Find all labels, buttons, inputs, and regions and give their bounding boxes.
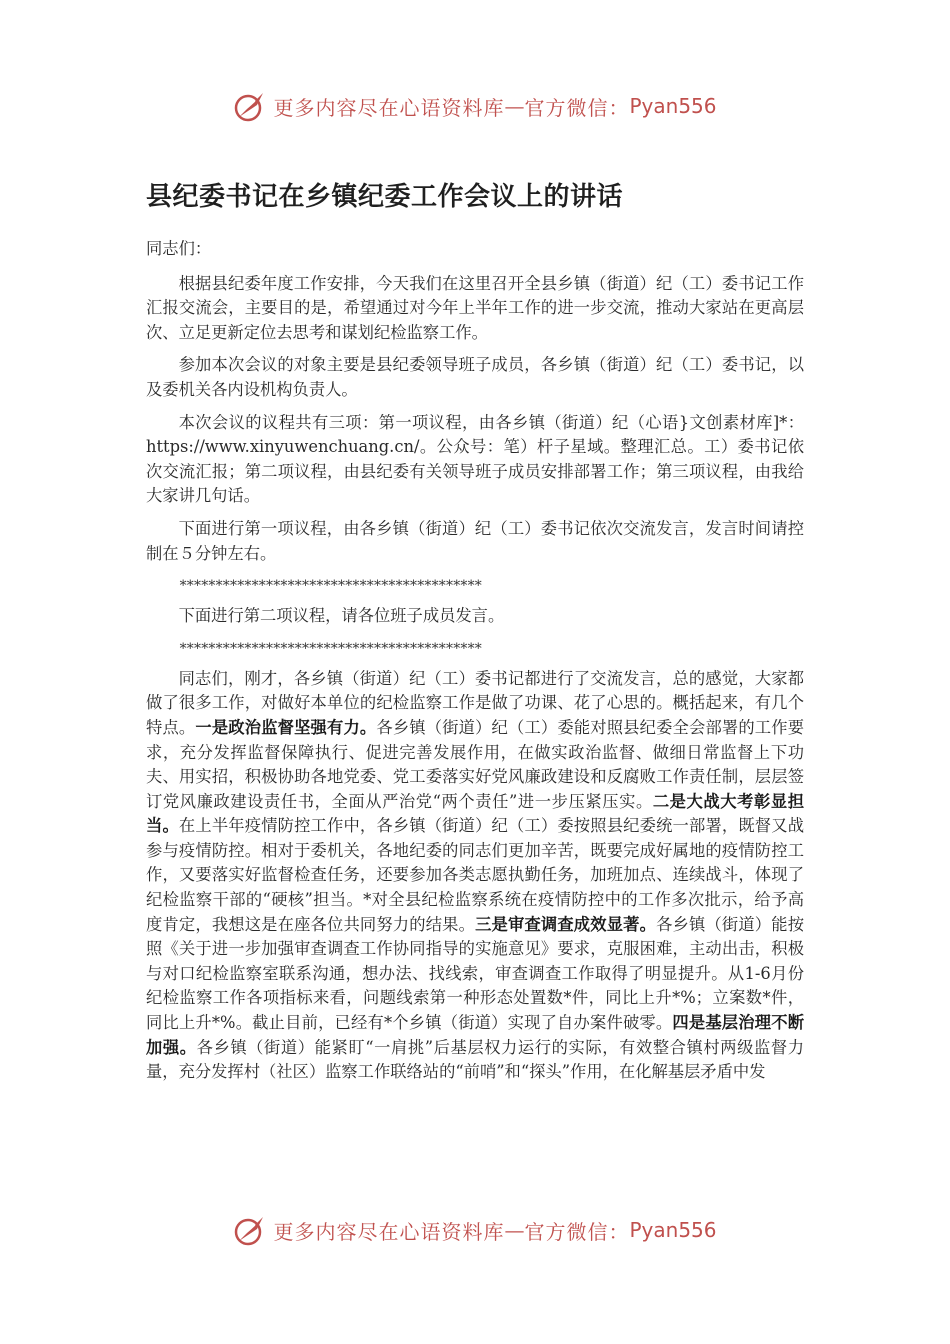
salutation: 同志们： — [146, 239, 212, 258]
document-title: 县纪委书记在乡镇纪委工作会议上的讲话 — [146, 182, 624, 212]
paragraph-5: 下面进行第二项议程，请各位班子成员发言。 — [178, 606, 505, 626]
quill-logo-icon — [233, 1213, 267, 1247]
point-1-heading: 一是政治监督坚强有力。 — [195, 717, 377, 737]
banner-wechat-id: Pyan556 — [629, 1218, 717, 1242]
point-3-text: 各乡镇（街道）能按照《关于进一步加强审查调查工作协同指导的实施意见》要求，克服困难，主动出击，积极与对口纪检监察室联系沟通，想办法、找线索，审查调查工作取得了明显提升。从1-6月份纪检监察工作各项指标来看，问题线索第一种形态处置数*件，同比上升*%；立案数*件，同比上升*%。截止目前，已经有*个乡镇（街道）实现了自办案件破零。 — [146, 914, 804, 1033]
point-2-text: 在上半年疫情防控工作中，各乡镇（街道）纪（工）委按照县纪委统一部署，既督又战参与疫情防控。相对于委机关，各地纪委的同志们更加辛苦，既要完成好属地的疫情防控工作，又要落实好监督检查任务，还要参加各类志愿执勤任务，加班加点、连续战斗，体现了纪检监察干部的“硬核”担当。*对全县纪检监察系统在疫情防控中的工作多次批示，给予高度肯定，我想这是在座各位共同努力的结果。 — [146, 816, 804, 934]
separator-stars-1: ****************************************** — [179, 578, 482, 595]
header-banner — [0, 86, 950, 126]
banner-dash: — — [504, 94, 525, 118]
document-body — [146, 170, 804, 1093]
point-2-heading: 二是大战大考彰显担当。 — [146, 791, 804, 836]
banner-wechat-id: Pyan556 — [629, 94, 717, 118]
quill-logo-icon — [233, 89, 267, 123]
paragraph-3: 本次会议的议程共有三项：第一项议程，由各乡镇（街道）纪（心语}文创素材库]*：https://www.xinyuwenchuang.cn/。公众号：笔）杆子星域。整理汇总。工）委书记依次交流汇报；第二项议程，由县纪委有关领导班子成员安排部署工作；第三项议程，由我给大家讲几句话。 — [146, 412, 804, 506]
paragraph-6 — [146, 667, 804, 1085]
banner-official-label: 官方微信： — [524, 95, 630, 120]
separator-stars-2: ****************************************** — [179, 640, 482, 657]
point-1-text: 各乡镇（街道）纪（工）委能对照县纪委全会部署的工作要求，充分发挥监督保障执行、促进完善发展作用，在做实政治监督、做细日常监督上下功夫、用实招，积极协助各地党委、党工委落实好党风廉政建设和反腐败工作责任制，层层签订党风廉政建设责任书，全面从严治党“两个责任”进一步压紧压实。 — [146, 717, 804, 811]
banner-text: 更多内容尽在心语资料库 — [273, 95, 505, 120]
paragraph-1: 根据县纪委年度工作安排，今天我们在这里召开全县乡镇（街道）纪（工）委书记工作汇报交流会，主要目的是，希望通过对今年上半年工作的进一步交流，推动大家站在更高层次、立足更新定位去思考和谋划纪检监察工作。 — [146, 273, 804, 342]
paragraph-2: 参加本次会议的对象主要是县纪委领导班子成员，各乡镇（街道）纪（工）委书记，以及委机关各内设机构负责人。 — [146, 355, 804, 399]
banner-text: 更多内容尽在心语资料库 — [273, 1219, 505, 1244]
point-4-heading: 四是基层治理不断加强。 — [146, 1013, 804, 1057]
banner-dash: — — [504, 1218, 525, 1242]
point-3-heading: 三是审查调查成效显著。 — [475, 914, 657, 934]
footer-banner — [0, 1210, 950, 1250]
banner-official-label: 官方微信： — [524, 1219, 630, 1244]
point-4-text: 各乡镇（街道）能紧盯“一肩挑”后基层权力运行的实际，有效整合镇村两级监督力量，充分发挥村（社区）监察工作联络站的“前哨”和“探头”作用，在化解基层矛盾中发 — [146, 1037, 804, 1082]
p6-intro: 同志们，刚才，各乡镇（街道）纪（工）委书记都进行了交流发言，总的感觉，大家都做了很多工作，对做好本单位的纪检监察工作是做了功课、花了心思的。概括起来，有几个特点。 — [146, 668, 804, 737]
paragraph-4: 下面进行第一项议程，由各乡镇（街道）纪（工）委书记依次交流发言，发言时间请控制在５分钟左右。 — [146, 518, 804, 563]
